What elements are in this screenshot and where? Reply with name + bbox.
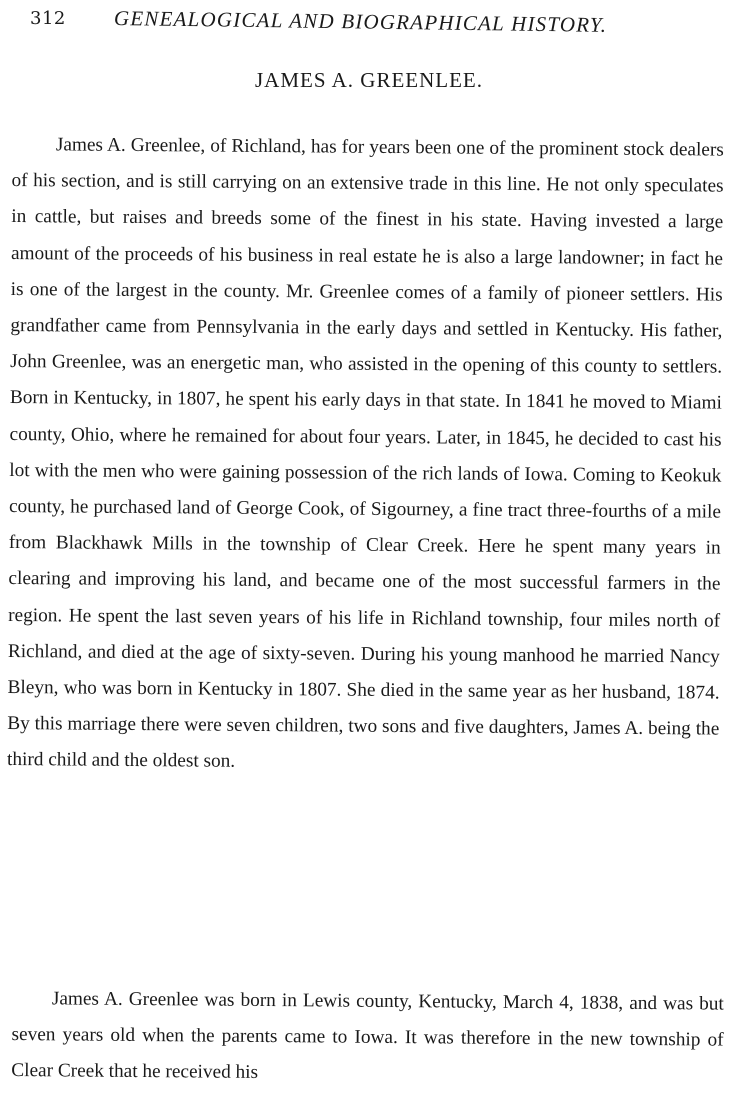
- paragraph-1: James A. Greenlee, of Richland, has for years been one of the prominent stock dealers of his section, and is still carrying on an extensive trade in this line. He not only speculates in cattle, but raises and breeds some of the finest in his state. Having invested a large amount of the proceeds of his business in real estate he is also a large landowner; in fact he is one of the largest in the county. Mr. Greenlee comes of a family of pioneer settlers. His grandfather came from Pennsylvania in the early days and settled in Kentucky. His father, John Greenlee, was an energetic man, who assisted in the opening of this county to settlers. Born in Kentucky, in 1807, he spent his early days in that state. In 1841 he moved to Miami county, Ohio, where he remained for about four years. Later, in 1845, he decided to cast his lot with the men who were gaining possession of the rich lands of Iowa. Coming to Keokuk county, he purchased land of George Cook, of Sigourney, a fine tract three-fourths of a mile from Blackhawk Mills in the township of Clear Creek. Here he spent many years in clearing and improving his land, and became one of the most successful farmers in the region. He spent the last seven years of his life in Richland township, four miles north of Richland, and died at the age of sixty-seven. During his young manhood he married Nancy Bleyn, who was born in Kentucky in 1807. She died in the same year as her husband, 1874. By this marriage there were seven children, two sons and five daughters, James A. being the third child and the oldest son.: [6, 134, 724, 773]
- page-number: 312: [30, 8, 66, 29]
- chapter-title: JAMES A. GREENLEE.: [255, 68, 483, 92]
- book-title: GENEALOGICAL AND BIOGRAPHICAL HISTORY.: [113, 6, 608, 37]
- running-head: [0, 6, 738, 40]
- paragraph-2: James A. Greenlee was born in Lewis county, Kentucky, March 4, 1838, and was but seven years old when the parents came to Iowa. It was therefore in the new township of Clear Creek that he received his: [11, 988, 724, 1084]
